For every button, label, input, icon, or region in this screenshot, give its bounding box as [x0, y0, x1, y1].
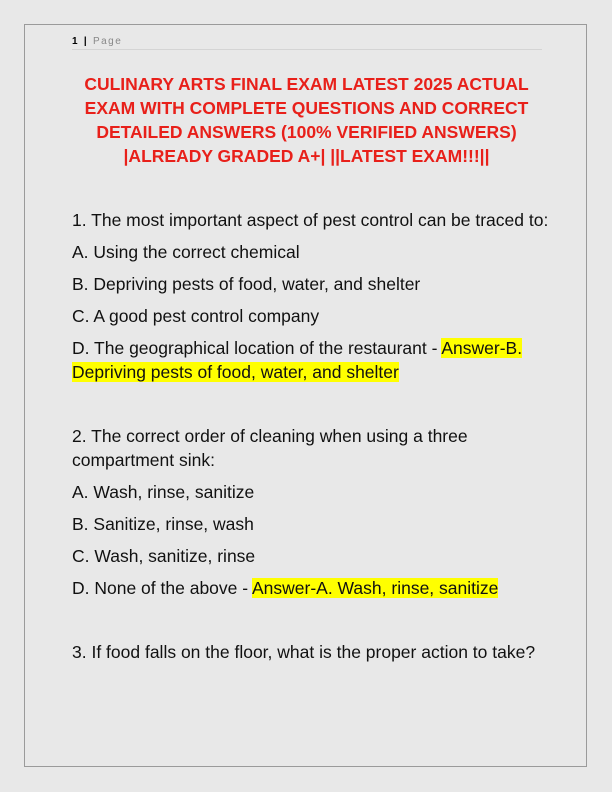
option-d-text: D. The geographical location of the restaurant - — [72, 338, 442, 358]
question-text: 3. If food falls on the floor, what is the proper action to take? — [72, 642, 536, 662]
option-b: B. Sanitize, rinse, wash — [72, 514, 254, 534]
question-block-2 — [72, 424, 552, 600]
question-block-1 — [72, 208, 552, 384]
answer-highlight: Answer-B. Depriving pests of food, water, and shelter — [72, 338, 523, 382]
page-label: Page — [92, 36, 123, 47]
document-page — [24, 24, 587, 767]
question-text: 1. The most important aspect of pest control can be traced to: — [72, 210, 549, 230]
question-block-3 — [72, 640, 552, 664]
questions-list — [72, 208, 552, 704]
option-d — [72, 576, 552, 600]
option-a: A. Wash, rinse, sanitize — [72, 482, 255, 502]
option-d — [72, 336, 552, 384]
option-c: C. Wash, sanitize, rinse — [72, 546, 256, 566]
option-b: B. Depriving pests of food, water, and shelter — [72, 274, 421, 294]
question-text: 2. The correct order of cleaning when using a three compartment sink: — [72, 426, 468, 470]
option-d-text: D. None of the above - — [72, 578, 252, 598]
option-c: C. A good pest control company — [72, 306, 320, 326]
document-title: CULINARY ARTS FINAL EXAM LATEST 2025 ACTUAL EXAM WITH COMPLETE QUESTIONS AND CORRECT DETAILED ANSWERS (100% VERIFIED ANSWERS) |ALREADY GRADED A+| ||LATEST EXAM!!!|| — [84, 74, 529, 166]
page-number: 1 — [72, 36, 78, 47]
page-header — [72, 36, 542, 50]
option-a: A. Using the correct chemical — [72, 242, 300, 262]
page-separator: | — [83, 36, 87, 47]
answer-highlight: Answer-A. Wash, rinse, sanitize — [251, 578, 499, 598]
